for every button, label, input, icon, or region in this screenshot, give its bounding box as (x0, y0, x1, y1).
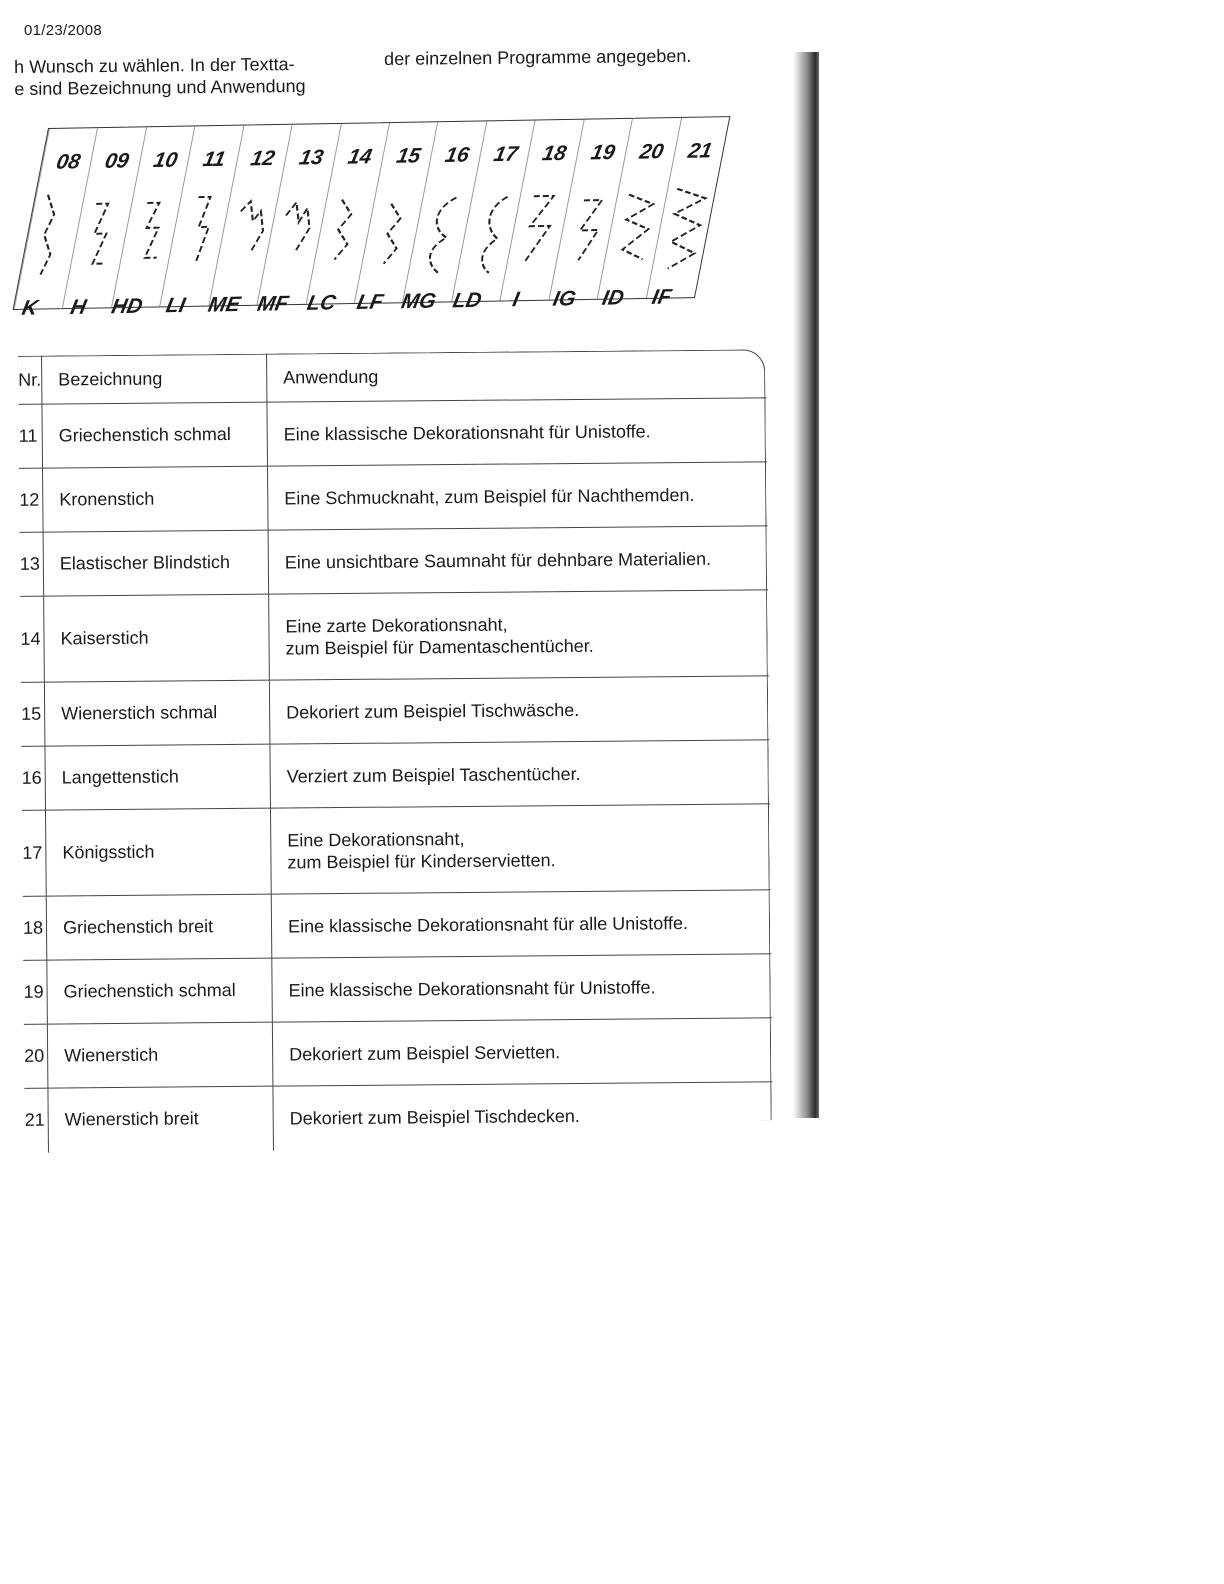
panel-program-number: 11 (200, 147, 228, 172)
table-row (20, 526, 769, 597)
row-use (271, 890, 771, 958)
row-number: 16 (21, 746, 45, 810)
row-use (270, 740, 770, 808)
row-use-line-2: zum Beispiel für Damentaschentücher. (285, 635, 594, 659)
stitch-selector-panel (18, 120, 758, 340)
row-name: Griechenstich schmal (47, 958, 273, 1024)
scan-edge-shadow (793, 52, 819, 1118)
table-header-row (18, 349, 766, 404)
row-number: 15 (21, 682, 45, 746)
row-name: Elastischer Blindstich (43, 530, 269, 596)
intro-left-line-2: e sind Bezeichnung und Anwendung (14, 75, 306, 99)
table-row (18, 398, 767, 469)
stitch-panel-frame (12, 116, 730, 320)
panel-program-number: 13 (297, 146, 326, 170)
row-number: 20 (24, 1024, 48, 1088)
table-row (24, 1082, 773, 1153)
table-row (23, 890, 772, 961)
row-use (268, 526, 768, 594)
row-use-line: Eine klassische Dekorationsnaht für alle Unistoffe. (287, 912, 688, 937)
table-row (21, 676, 770, 747)
row-name: Kronenstich (43, 466, 269, 532)
table-row (19, 462, 768, 533)
panel-stitch-code: LD (450, 288, 484, 313)
row-use (273, 1082, 773, 1150)
table-body (18, 398, 772, 1152)
panel-stitch-code: I (510, 288, 522, 312)
row-name: Königsstich (46, 808, 272, 896)
row-number: 17 (22, 810, 46, 896)
table-row (24, 1018, 773, 1089)
scan-date: 01/23/2008 (24, 22, 103, 39)
panel-stitch-code: ME (206, 293, 243, 317)
header-name: Bezeichnung (42, 354, 267, 404)
row-name: Wienerstich (47, 1022, 273, 1088)
panel-program-number: 12 (248, 146, 277, 171)
row-use (267, 398, 767, 466)
panel-program-number: 15 (394, 144, 423, 168)
panel-stitch-code: MF (255, 292, 291, 316)
row-name: Griechenstich schmal (42, 402, 268, 468)
intro-left-line-1: h Wunsch zu wählen. In der Textta- (14, 54, 295, 77)
panel-stitch-code: H (68, 295, 89, 319)
row-use (269, 590, 769, 680)
panel-program-number: 08 (54, 150, 83, 174)
row-use (271, 804, 771, 894)
row-use (269, 676, 769, 744)
row-name: Langettenstich (45, 744, 271, 810)
panel-program-number: 10 (151, 148, 180, 173)
row-use (272, 954, 772, 1022)
row-use-line: Eine unsichtbare Saumnaht für dehnbare Materialien. (284, 548, 712, 573)
row-use-line: Eine Schmucknaht, zum Beispiel für Nachthemden. (284, 484, 695, 509)
row-number: 11 (18, 404, 42, 468)
panel-stitch-code: LC (305, 291, 338, 315)
panel-stitch-code: K (19, 296, 40, 320)
panel-stitch-code: LF (354, 290, 386, 314)
row-name: Wienerstich schmal (44, 680, 270, 746)
panel-program-number: 21 (686, 139, 715, 163)
row-number: 19 (23, 960, 47, 1024)
panel-program-number: 09 (102, 149, 131, 173)
panel-stitch-code: MG (399, 289, 438, 314)
row-use-line: Dekoriert zum Beispiel Servietten. (289, 1041, 561, 1065)
row-number: 21 (24, 1088, 48, 1152)
intro-text-right (384, 44, 744, 70)
panel-stitch-code: IG (551, 287, 578, 311)
row-number: 12 (19, 468, 43, 532)
panel-stitch-code: ID (600, 286, 626, 310)
stitch-table (18, 349, 773, 1152)
row-use-line: Eine klassische Dekorationsnaht für Unistoffe. (288, 976, 656, 1001)
table-row (20, 590, 769, 683)
panel-program-number: 20 (637, 140, 666, 164)
row-use-line: Eine zarte Dekorationsnaht, (285, 614, 508, 637)
header-nr: Nr. (18, 356, 42, 405)
table-row (23, 954, 772, 1025)
header-use: Anwendung (267, 349, 767, 402)
table-row (22, 804, 771, 897)
panel-program-number: 17 (491, 142, 520, 167)
intro-right-line-1: der einzelnen Programme angegeben. (384, 45, 692, 69)
row-name: Griechenstich breit (46, 894, 272, 960)
row-name: Wienerstich breit (48, 1086, 274, 1152)
row-use-line: Dekoriert zum Beispiel Tischdecken. (289, 1105, 580, 1129)
stitch-table-container (0, 345, 787, 1132)
row-use (268, 462, 768, 530)
panel-program-number: 19 (588, 141, 617, 165)
table-row (21, 740, 770, 811)
panel-stitch-code: LI (164, 293, 188, 318)
row-use-line: Dekoriert zum Beispiel Tischwäsche. (286, 699, 580, 723)
row-use (272, 1018, 772, 1086)
panel-program-number: 16 (443, 143, 472, 167)
row-number: 13 (20, 532, 44, 596)
row-name: Kaiserstich (44, 594, 270, 682)
panel-stitch-code: HD (109, 294, 145, 319)
row-use-line-2: zum Beispiel für Kinderservietten. (287, 849, 556, 873)
row-number: 14 (20, 596, 44, 682)
row-use-line: Verziert zum Beispiel Taschentücher. (286, 763, 581, 787)
row-use-line: Eine Dekorationsnaht, (287, 828, 465, 851)
panel-program-number: 18 (540, 141, 569, 166)
row-number: 18 (23, 896, 47, 960)
panel-stitch-code: IF (650, 285, 674, 309)
row-use-line: Eine klassische Dekorationsnaht für Unistoffe. (283, 420, 651, 445)
panel-program-number: 14 (345, 145, 374, 169)
intro-text-left (14, 52, 354, 100)
